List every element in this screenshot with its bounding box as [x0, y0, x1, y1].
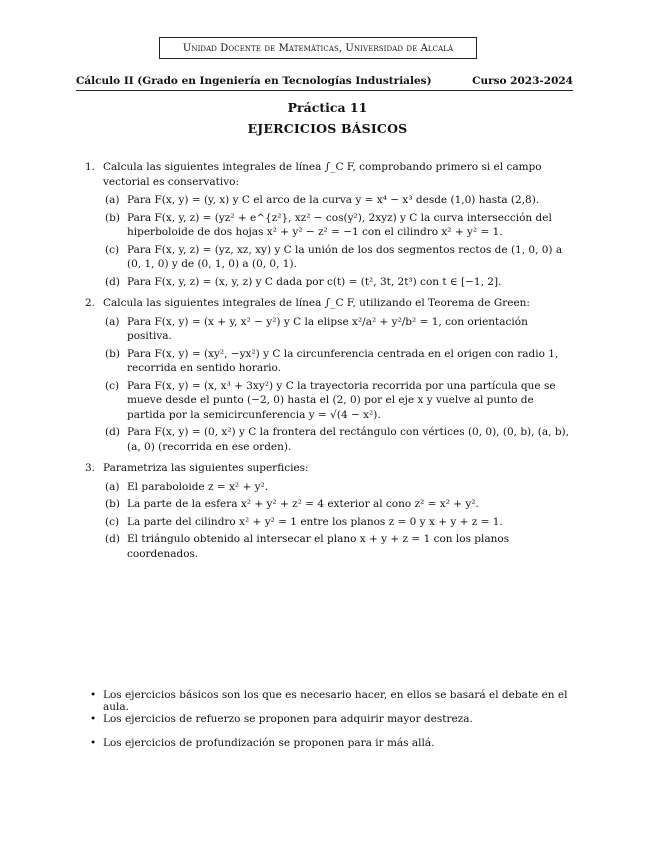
item-label: (d) [105, 426, 120, 438]
note-text: Los ejercicios de profundización se proponen para ir más allá. [103, 737, 435, 749]
exercise-item [85, 480, 573, 495]
exercise-item [85, 515, 573, 530]
course-header [76, 75, 573, 87]
item-text: Para F(x, y) = (x, x³ + 3xy²) y C la trayectoria recorrida por una partícula que se mueve desde el punto (−2, 0) hasta el (2, 0) por el eje x y vuelve al punto de partida por la semicircunferencia y = √(4 − x²). [127, 379, 556, 421]
exercise-statement: Calcula las siguientes integrales de línea ∫_C F, utilizando el Teorema de Green: [103, 297, 530, 309]
exercise-item [85, 193, 573, 208]
exercise-3 [85, 461, 573, 561]
exercise-item [85, 379, 573, 423]
item-label: (a) [105, 315, 120, 328]
header-rule [76, 90, 573, 91]
item-text: Para F(x, y, z) = (yz² + e^{z²}, xz² − cos(y²), 2xyz) y C la curva intersección del hiperboloide de dos hojas x² + y² − z² = −1 con el cilindro x² + y² = 1. [127, 211, 552, 238]
institution-banner [159, 37, 477, 59]
course-name: Cálculo II (Grado en Ingeniería en Tecnologías Industriales) [76, 75, 432, 87]
exercise-item [85, 275, 573, 290]
item-label: (c) [105, 515, 120, 528]
item-text: La parte de la esfera x² + y² + z² = 4 exterior al cono z² = x² + y². [127, 498, 479, 510]
exercise-item [85, 243, 573, 272]
item-text: Para F(x, y) = (y, x) y C el arco de la curva y = x⁴ − x³ desde (1,0) hasta (2,8). [127, 194, 540, 206]
item-label: (c) [105, 379, 120, 392]
exercise-item [85, 211, 573, 240]
exercise-item [85, 497, 573, 512]
section-title: EJERCICIOS BÁSICOS [247, 121, 408, 136]
exercise-1 [85, 160, 573, 289]
bullet-icon: • [90, 737, 97, 749]
institution-name: Unidad Docente de Matemáticas, Universidad de Alcalá [182, 42, 454, 54]
item-text: Para F(x, y) = (0, x²) y C la frontera del rectángulo con vértices (0, 0), (0, b), (a, b), (a, 0) (recorrida en ese orden). [127, 426, 569, 453]
exercise-item [85, 347, 573, 376]
item-label: (d) [105, 533, 120, 545]
exercise-item [85, 425, 573, 454]
item-label: (b) [105, 211, 120, 224]
exercise-number: 1. [85, 161, 96, 173]
item-text: Para F(x, y) = (xy², −yx²) y C la circunferencia centrada en el origen con radio 1, recorrida en sentido horario. [127, 347, 559, 374]
item-text: Para F(x, y) = (x + y, x² − y²) y C la elipse x²/a² + y²/b² = 1, con orientación positiva. [127, 315, 528, 342]
course-year: Curso 2023-2024 [472, 75, 573, 87]
exercise-statement: Calcula las siguientes integrales de línea ∫_C F, comprobando primero si el campo vectorial es conservativo: [103, 161, 542, 188]
item-label: (a) [105, 480, 120, 493]
exercise-number: 3. [85, 462, 96, 474]
exercise-list [85, 160, 573, 568]
item-label: (b) [105, 498, 120, 510]
exercise-number: 2. [85, 297, 96, 309]
item-label: (d) [105, 275, 120, 288]
note-item [90, 713, 573, 737]
bullet-icon: • [90, 689, 97, 701]
exercise-statement: Parametriza las siguientes superficies: [103, 462, 309, 474]
item-text: La parte del cilindro x² + y² = 1 entre los planos z = 0 y x + y + z = 1. [127, 515, 503, 528]
item-label: (c) [105, 243, 120, 256]
note-item [90, 689, 573, 713]
note-item [90, 737, 573, 761]
notes-list [90, 689, 573, 761]
exercise-item [85, 532, 573, 561]
item-label: (b) [105, 347, 120, 360]
item-text: El triángulo obtenido al intersecar el plano x + y + z = 1 con los planos coordenados. [127, 533, 510, 560]
exercise-item [85, 315, 573, 344]
item-text: El paraboloide z = x² + y². [127, 480, 269, 493]
exercise-2 [85, 296, 573, 454]
note-text: Los ejercicios básicos son los que es necesario hacer, en ellos se basará el debate en el aula. [103, 689, 568, 713]
item-text: Para F(x, y, z) = (yz, xz, xy) y C la unión de los dos segmentos rectos de (1, 0, 0) a (0, 1, 0) y de (0, 1, 0) a (0, 0, 1). [127, 243, 563, 270]
note-text: Los ejercicios de refuerzo se proponen para adquirir mayor destreza. [103, 713, 473, 725]
item-text: Para F(x, y, z) = (x, y, z) y C dada por c(t) = (t², 3t, 2t³) con t ∈ [−1, 2]. [127, 275, 502, 288]
bullet-icon: • [90, 713, 97, 725]
practice-title: Práctica 11 [287, 100, 368, 115]
item-label: (a) [105, 194, 120, 206]
